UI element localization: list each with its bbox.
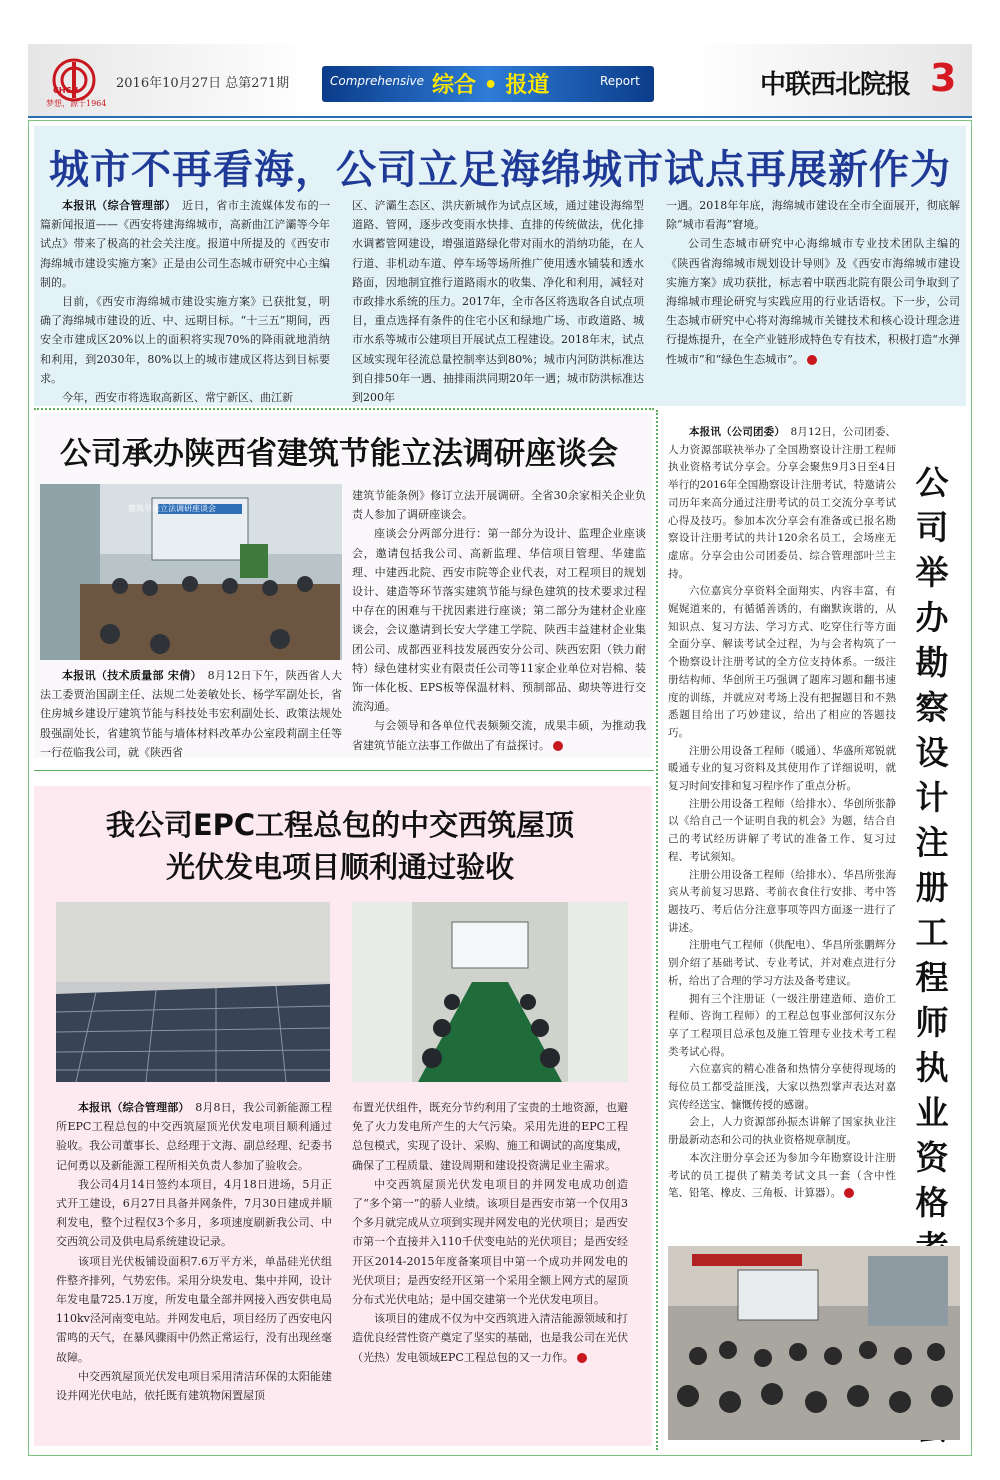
company-logo-icon bbox=[52, 58, 96, 102]
article2-para: 8月12日下午，陕西省人大法工委贾治国副主任、法规二处姜敏处长、杨学军副处长，省住房城乡建设厅建筑节能与科技处韦宏利副处长、政策法规处殷强副处长，省建筑节能与墙体材料改革办公室段莉副主任等一行莅临我公司，就《陕西省 bbox=[40, 669, 342, 759]
article4-para: 注册公用设备工程师（暖通）、华盛所郑锐就暖通专业的复习资料及其使用作了详细说明，就复习时间安排和复习程序作了重点分析。 bbox=[668, 744, 896, 793]
lecture-hall-image bbox=[668, 1246, 960, 1440]
issue-date: 2016年10月27日 总第271期 bbox=[116, 76, 290, 91]
logo-text: CHCN bbox=[53, 86, 79, 95]
article1-para: 今年，西安市将选取高新区、常宁新区、曲江新 bbox=[62, 391, 293, 405]
article3-para: 中交西筑屋顶光伏发电项目采用清洁环保的太阳能建设并网光伏电站，依托既有建筑物闲置屋顶 bbox=[56, 1369, 332, 1403]
article2-column-1 bbox=[40, 666, 342, 762]
article1-headline: 城市不再看海，公司立足海绵城市试点再展新作为 bbox=[49, 147, 951, 193]
end-mark-icon bbox=[844, 1188, 854, 1198]
photo-banner-text: 建筑节能立法调研座谈会 bbox=[128, 504, 216, 513]
article4-para: 会上，人力资源部孙振杰讲解了国家执业注册最新动态和公司的执业资格规章制度。 bbox=[668, 1116, 896, 1147]
article1-column-2 bbox=[352, 196, 644, 407]
ribbon-english-left: Comprehensive bbox=[330, 74, 425, 88]
article3-headline-line2: 光伏发电项目顺利通过验收 bbox=[165, 850, 514, 884]
article1-byline: 本报讯（综合管理部） bbox=[62, 199, 171, 212]
article4-para: 六位嘉宾分享资料全面翔实、内容丰富，有娓娓道来的，有循循善诱的，有幽默诙谐的，从知识点、复习方法、学习方式、吃穿住行等方面全面分享、解读考试全过程，为与会者构筑了一个勘察设计注册考试的全方位支持体系。一级注册结构师、华创所王巧强调了题库习题和翻书速度的训练，并就应对考场上没有把握题目和不熟悉题目给出了巧妙建议，给出了相应的答题技巧。 bbox=[668, 585, 896, 739]
article3-headline-line1: 我公司EPC工程总包的中交西筑屋顶 bbox=[105, 808, 575, 842]
article3-para: 我公司4月14日签约本项目，4月18日进场，5月正式开工建设，6月27日具备并网条件，7月30日建成并顺利发电，整个过程仅3个多月，多项速度刷新我公司、中交西筑公司及供电局系统建设记录。 bbox=[56, 1177, 332, 1249]
article3-para: 该项目光伏板铺设面积7.6万平方米，单晶硅光伏组件整齐排列，气势宏伟。采用分块发电、集中并网，设计年发电量725.1万度，所发电量全部并网接入西安供电局110kv泾河南变电站。并网发电后，项目经历了西安电闪雷鸣的天气，在暴风骤雨中仍然正常运行，没有出现丝毫故障。 bbox=[56, 1254, 332, 1364]
solar-panel-photo bbox=[56, 902, 330, 1082]
article1-column-3 bbox=[666, 196, 960, 369]
article4-para: 六位嘉宾的精心准备和热情分享使得现场的每位员工都受益匪浅，大家以热烈掌声表达对嘉宾传经送宝、慷慨传授的感谢。 bbox=[668, 1063, 896, 1111]
article2-headline: 公司承办陕西省建筑节能立法调研座谈会 bbox=[60, 436, 618, 472]
article3-column-2 bbox=[352, 1098, 628, 1367]
article1-para: 区、浐灞生态区、洪庆新城作为试点区域，通过建设海绵型道路、管网，逐步改变雨水快排、直排的传统做法，优化排水调蓄管网建设，增强道路绿化带对雨水的消纳功能，在人行道、非机动车道、停车场等场所推广使用透水铺装和透水路面，因地制宜推行道路雨水的收集、净化和利用，减轻对市政排水系统的压力。2017年，全市各区将选取各自试点项目，重点选择有条件的住宅小区和绿地广场、市政道路、城市水系等城市公建项目开展试点工程建设。2018年末，试点区域实现年径流总量控制率达到80%；城市内河防洪标准达到自排50年一遇、抽排雨洪同期20年一遇；城市防洪标准达到200年 bbox=[352, 199, 644, 405]
solar-roof-image bbox=[56, 902, 330, 1082]
article2-para: 座谈会分两部分进行：第一部分为设计、监理企业座谈会，邀请包括我公司、高新监理、华信项目管理、华建监理、中建西北院、西安市院等企业代表，对工程项目的规划设计、建造等环节落实建筑节能与绿色建筑的技术要求过程中存在的困难与干扰因素进行座谈；第二部分为建材企业座谈会，会议邀请到长安大学建工学院、陕西丰益建材企业集团公司、成都西亚科技发展西安分公司、陕西宏阳（铁力耐特）绿色建材实业有限责任公司等11家企业单位对岩棉、装饰一体化板、EPS板等保温材料、预制部品、砌块等进行交流沟通。 bbox=[352, 527, 646, 714]
column-divider-dotted bbox=[656, 410, 658, 1450]
article1-para: 近日，省市主流媒体发布的一篇新闻报道——《西安将建海绵城市，高新曲江浐灞等今年试点》带来了极高的社会关注度。报道中所提及的《西安市海绵城市建设实施方案》正是由公司生态城市研究中心主编制的。 bbox=[40, 199, 331, 289]
article2-byline: 本报讯（技术质量部 宋倩） bbox=[62, 669, 197, 682]
article1-para: 公司生态城市研究中心海绵城市专业技术团队主编的《陕西省海绵城市规划设计导则》及《西安市海绵城市建设实施方案》成功获批，标志着中联西北院有限公司争取到了海绵城市理论研究与实践应用的行业话语权。下一步，公司生态城市研究中心将对海绵城市关键技术和核心设计理念进行提炼提升，在全产业链形成特色专有技术，积极打造“水弹性城市”和“绿色生态城市”。 bbox=[666, 237, 960, 366]
article4-para: 拥有三个注册证（一级注册建造师、造价工程师、咨询工程师）的工程总包事业部何汉东分享了工程项目总承包及施工管理专业技术考工程类考试心得。 bbox=[668, 992, 896, 1058]
article2-para: 与会领导和各单位代表频频交流，成果丰硕，为推动我省建筑节能立法事工作做出了有益探讨。 bbox=[352, 719, 646, 752]
acceptance-meeting-photo bbox=[352, 902, 628, 1082]
end-mark-icon bbox=[807, 355, 817, 365]
lecture-hall-photo bbox=[668, 1246, 960, 1440]
article4-byline: 本报讯（公司团委） bbox=[689, 426, 780, 438]
article4-para: 注册公用设备工程师（给排水）、华创所张静以《给自己一个证明自我的机会》为题，结合自己的考试经历讲解了考试的准备工作、复习过程、考试须知。 bbox=[668, 797, 896, 863]
section-title: 综合 • 报道 bbox=[432, 73, 550, 98]
article3-column-1 bbox=[56, 1098, 332, 1405]
article4-para: 8月12日，公司团委、人力资源部联袂举办了全国勘察设计注册工程师执业资格考试分享会。分享会聚焦9月3日至4日举行的2016年全国勘察设计注册考试，特邀请公司历年来高分通过注册考试的员工交流分享考试心得及技巧。参加本次分享会有准备或已报名勘察设计注册考试的共计120余名员工，会场座无虚席。分享会由公司团委员、综合管理部叶兰主持。 bbox=[668, 426, 897, 580]
page-number: 3 bbox=[930, 56, 957, 100]
article4-para: 本次注册分享会还为参加今年勘察设计注册考试的员工提供了精美考试文具一套（含中性笔、铅笔、橡皮、三角板、计算器）。 bbox=[668, 1151, 896, 1200]
article3-headline bbox=[40, 804, 640, 888]
article3-para: 布置光伏组件，既充分节约利用了宝贵的土地资源，也避免了火力发电所产生的大气污染。采用先进的EPC工程总包模式，实现了设计、采购、施工和调试的高度集成，确保了工程质量、建设周期和建设投资满足业主需求。 bbox=[352, 1101, 628, 1172]
article1-column-1 bbox=[40, 196, 330, 407]
article3-para: 该项目的建成不仅为中交西筑进入清洁能源领域和打造优良经营性资产奠定了坚实的基础，也是我公司在光伏（光热）发电领域EPC工程总包的又一力作。 bbox=[352, 1312, 628, 1364]
logo-tagline: 梦想，源于1964 bbox=[46, 99, 107, 108]
article3-para: 8月8日，我公司新能源工程所EPC工程总包的中交西筑屋顶光伏发电项目顺利通过验收。我公司董事长、总经理于文海、副总经理、纪委书记何勇以及新能源工程所相关负责人参加了验收会。 bbox=[56, 1101, 333, 1172]
article3-para: 中交西筑屋顶光伏发电项目的并网发电成功创造了“多个第一”的骄人业绩。该项目是西安市第一个仅用3个多月就完成从立项到实现并网发电的光伏项目；是西安市第一个直接并入110千伏变电站的光伏项目；是西安经开区2014-2015年度备案项目中第一个成功并网发电的光伏项目；是西安经开区第一个采用全额上网方式的屋顶分布式光伏电站；是中国交建第一个光伏发电项目。 bbox=[352, 1177, 628, 1307]
article4-headline: 公司举办勘察设计注册工程师执业资格 bbox=[915, 463, 949, 1222]
article1-para: 目前，《西安市海绵城市建设实施方案》已获批复，明确了海绵城市建设的近、中、远期目标。“十三五”期间，西安全市建成区20%以上的面积将实现70%的降雨就地消纳和利用，到2030年，80%以上的城市建成区将达到目标要求。 bbox=[40, 295, 330, 385]
article1-para: 一遇。2018年年底，海绵城市建设在全市全面展开，彻底解除“城市看海”窘境。 bbox=[666, 199, 960, 232]
divider-line bbox=[34, 770, 654, 771]
article4-para: 注册电气工程师（供配电）、华昌所张鹏辉分别介绍了基础考试、专业考试，并对难点进行分析，给出了合理的学习方法及备考建议。 bbox=[668, 939, 896, 987]
article2-column-2 bbox=[352, 486, 646, 755]
newspaper-name: 中联西北院报 bbox=[760, 70, 911, 100]
end-mark-icon bbox=[553, 741, 563, 751]
conference-room-image bbox=[352, 902, 628, 1082]
article4-para: 注册公用设备工程师（给排水）、华昌所张海宾从考前复习思路、考前衣食住行安排、考中答题技巧、考后估分注意事项等四方面逐一进行了讲述。 bbox=[668, 868, 896, 934]
article3-byline: 本报讯（综合管理部） bbox=[78, 1101, 185, 1114]
end-mark-icon bbox=[577, 1353, 587, 1363]
article4-body bbox=[668, 424, 896, 1203]
ribbon-english-right: Report bbox=[600, 74, 640, 88]
article2-para: 建筑节能条例》修订立法开展调研。全省30余家相关企业负责人参加了调研座谈会。 bbox=[352, 489, 646, 522]
divider-dotted bbox=[34, 408, 654, 410]
